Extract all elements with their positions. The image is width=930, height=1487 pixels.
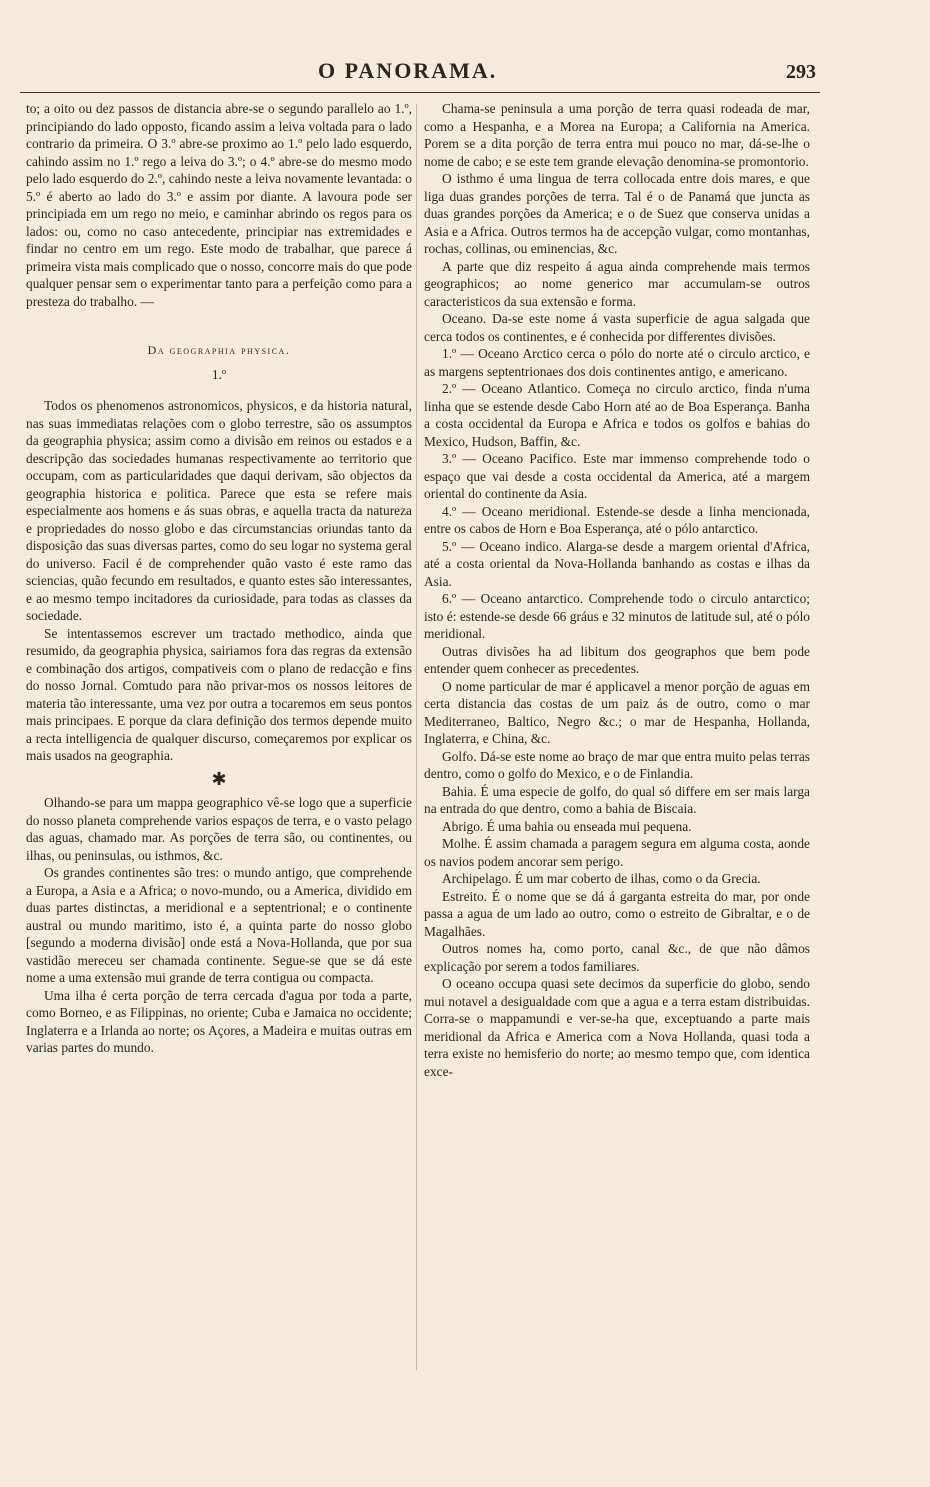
section-number: 1.º <box>211 366 227 382</box>
right-paragraph: Golfo. Dá-se este nome ao braço de mar que entra muito pelas terras dentro, como o golfo do Mexico, e o de Finlandia. <box>424 748 810 781</box>
right-paragraph: O isthmo é uma lingua de terra collocada entre dois mares, e que liga duas grandes porções de terra. Tal é o de Panamá que juncta as duas grandes porções da America; e o de Suez que conserva unidas a Asia e a Africa. Outros termos ha de accepção vulgar, como montanhas, rochas, collinas, ou eminencias, &c. <box>424 171 810 256</box>
right-paragraph: 6.º — Oceano antarctico. Comprehende todo o circulo antarctico; isto é: estende-se desde 66 gráus e 32 minutos de latitude sul, até o pólo meridional. <box>424 591 810 641</box>
right-paragraph: Abrigo. É uma bahia ou enseada mui pequena. <box>442 818 692 834</box>
column-divider <box>416 104 417 1370</box>
right-paragraph: 3.º — Oceano Pacifico. Este mar immenso comprehende todo o espaço que vai desde a costa occidental da America, até a margem oriental do continente da Asia. <box>424 451 810 501</box>
left-paragraph: Olhando-se para um mappa geographico vê-se logo que a superficie do nosso planeta comprehende varios espaços de terra, e o vasto pelago das aguas, chamado mar. As porções de terra são, ou continentes, ou ilhas, ou peninsulas, ou isthmos, &c. <box>26 795 412 863</box>
right-paragraph: 2.º — Oceano Atlantico. Começa no circulo arctico, finda n'uma linha que se estende desde Cabo Horn até ao de Boa Esperança. Banha a costa occidental da Europa e Africa e todos os golfos e bahias do Mexico, Hudson, Baffin, &c. <box>424 381 810 449</box>
right-paragraph: O oceano occupa quasi sete decimos da superficie do globo, sendo mui notavel a desigualdade com que a agua e a terra estam distribuidas. Corra-se o mappamundi e ver-se-ha que, exceptuando a parte mais meridional da Africa e America com a Nova Hollanda, quasi toda a terra existe no hemisferio do norte; ao mesmo tempo que, com identica exce- <box>424 976 810 1079</box>
right-paragraph: Outras divisões ha ad libitum dos geographos que bem pode entender quem conhecer as precedentes. <box>424 643 810 676</box>
right-paragraph: 4.º — Oceano meridional. Estende-se desde a linha mencionada, entre os cabos de Horn e Boa Esperança, até o pólo antarctico. <box>424 503 810 536</box>
right-paragraph: Archipelago. É um mar coberto de ilhas, como o da Grecia. <box>442 871 761 886</box>
header-rule <box>20 92 820 93</box>
left-paragraph: Se intentassemos escrever um tractado methodico, ainda que resumido, da geographia physica, sairiamos fora das regras da extensão e combinação dos artigos, compativeis com o plano de redacção e fins do nosso Jornal. Comtudo para não privar-mos os nossos leitores de materia tão interessante, uma vez por outra a tocaremos em seus pontos mais principaes. E porque da clara definição dos termos depende muito a recta intelligencia de qualquer discurso, começaremos por explicar os mais usados na geographia. <box>26 625 412 763</box>
running-title: O PANORAMA. <box>318 58 498 83</box>
right-paragraph: 5.º — Oceano indico. Alarga-se desde a margem oriental d'Africa, até a costa oriental da Nova-Hollanda banhando as costas e ilhas da Asia. <box>424 538 810 589</box>
right-paragraph: Outros nomes ha, como porto, canal &c., de que não dâmos explicação por serem a todos familiares. <box>424 941 810 974</box>
right-paragraph: A parte que diz respeito á agua ainda comprehende mais termos geographicos; ao nome generico mar accumulam-se outros caracteristicos da sua extensão e forma. <box>424 258 810 309</box>
right-paragraph: Estreito. É o nome que se dá á garganta estreita do mar, por onde passa a agua de um lado ao outro, como o estreito de Gibraltar, e o de Magalhães. <box>424 888 810 939</box>
section-title: Da geographia physica. <box>147 343 291 357</box>
right-column <box>424 100 810 1080</box>
right-paragraph: 1.º — Oceano Arctico cerca o pólo do norte até o circulo arctico, e as margens septentrionaes dos dois continentes antigo, e americano. <box>424 346 810 379</box>
page-number: 293 <box>786 61 816 83</box>
right-paragraph: Chama-se peninsula a uma porção de terra quasi rodeada de mar, como a Hespanha, e a Morea na Europa; a California na America. Porem se a dita porção de terra entra mui pouco no mar, dá-se-lhe o nome de cabo; e se este tem grande elevação denomina-se promontorio. <box>424 101 810 169</box>
left-paragraph: Todos os phenomenos astronomicos, physicos, e da historia natural, nas suas immediatas relações com o globo terrestre, são os assumptos da geographia physica; assim como a divisão em reinos ou estados e a descripção das sociedades humanas respectivamente ao territorio que occupam, com as particularidades que daqui derivam, são objectos da geographia historica e politica. Parece que esta se refere mais especialmente aos homens e ás suas obras, e aquella tracta da natureza e propriedades do nosso globo e das circumstancias oriundas tanto da disposição das suas diversas partes, como do seu logar no systema geral do universo. Facil é de comprehender quão vasto é este ramo das sciencias, quão fecundo em resultados, e quanto estes são interessantes, e ao mesmo tempo incitadores da curiosidade, para todas as classes da sociedade. <box>26 398 412 623</box>
right-paragraph: Molhe. É assim chamada a paragem segura em alguma costa, aonde os navios podem ancorar sem perigo. <box>424 836 810 869</box>
left-paragraph: Uma ilha é certa porção de terra cercada d'agua por toda a parte, como Borneo, e as Filippinas, no oriente; Cuba e Jamaica no occidente; Inglaterra e a Irlanda ao norte; os Açores, a Madeira e muitas outras em varias partes do mundo. <box>26 987 412 1055</box>
right-paragraph: O nome particular de mar é applicavel a menor porção de aguas em certa distancia das costas de um paiz ás de outro, como o mar Mediterraneo, Baltico, Negro &c.; o mar de Hespanha, Hollanda, Inglaterra, e China, &c. <box>424 678 810 746</box>
asterisk-separator: ✱ <box>211 768 227 789</box>
page-header <box>20 58 820 92</box>
right-paragraph: Bahia. É uma especie de golfo, do qual só differe em ser mais larga na entrada do que dentro, como a bahia de Biscaia. <box>424 783 810 816</box>
right-paragraph: Oceano. Da-se este nome á vasta superficie de agua salgada que cerca todos os continentes, e é conhecida por differentes divisões. <box>424 311 810 344</box>
left-paragraph: Os grandes continentes são tres: o mundo antigo, que comprehende a Europa, a Asia e a Africa; o novo-mundo, ou a America, dividido em duas partes distinctas, a meridional e a septentrional; e o continente austral ou mundo maritimo, isto é, a quinta parte do nosso globo [segundo a moderna divisão] onde está a Nova-Hollanda, que por sua vastidão mereceu ser chamada continente. Segue-se que se dá este nome a uma extensão mui grande de terra contigua ou compacta. <box>26 865 412 985</box>
left-paragraph: to; a oito ou dez passos de distancia abre-se o segundo parallelo ao 1.º, principiando do lado opposto, ficando assim a leiva voltada para o lado contrario da primeira. O 3.º abre-se proximo ao 1.º pelo lado esquerdo, cahindo assim no 1.º rego a leiva do 3.º; o 4.º abre-se do mesmo modo pelo lado esquerdo do 2.º, cahindo neste a leiva novamente levantada: o 5.º é aberto ao lado do 3.º e assim por diante. A lavoura pode ser principiada em um rego no meio, e caminhar abrindo os regos para os lados: ou, como no caso antecedente, principiar nas extremidades e findar no centro em um rego. Este modo de trabalhar, que parece á primeira vista mais complicado que o nosso, concorre mais do que pode qualquer pensar sem o experimentar tanto para a perfeição como para a presteza do trabalho. — <box>26 101 412 309</box>
left-column <box>26 100 412 1057</box>
